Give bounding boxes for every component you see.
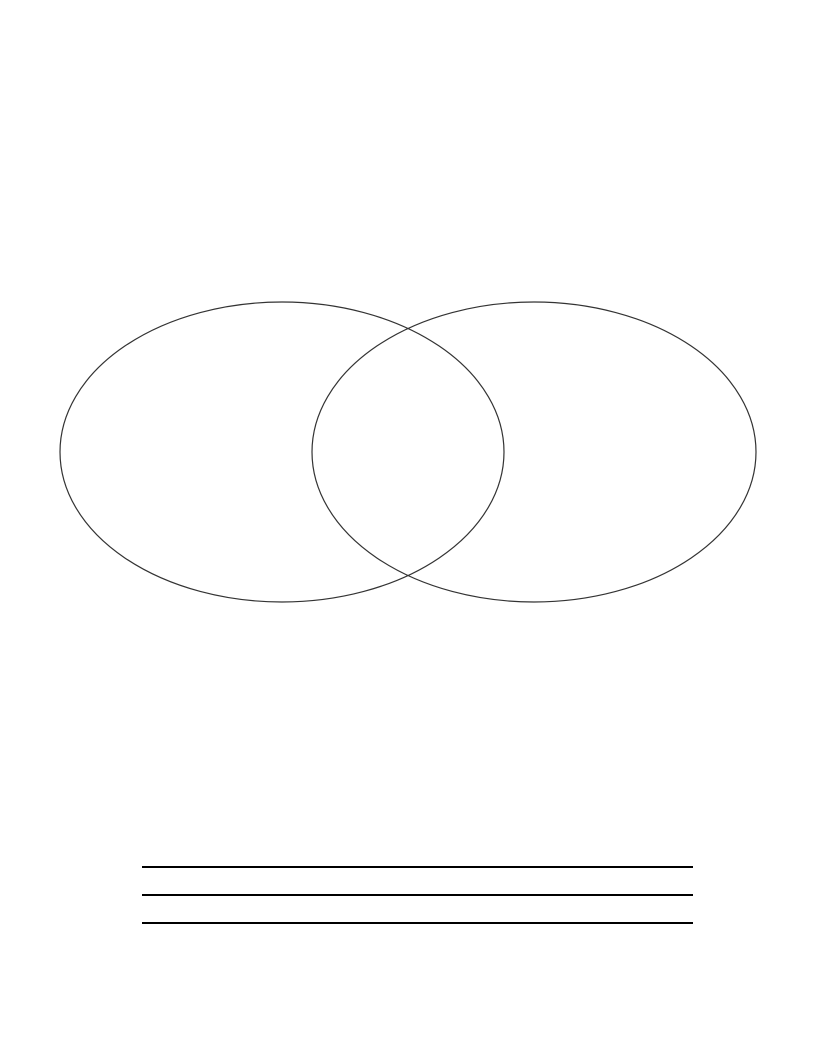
step-1[interactable]: [120, 845, 693, 869]
step-line[interactable]: [142, 894, 693, 896]
venn-left-ellipse[interactable]: [60, 302, 504, 602]
step-line[interactable]: [142, 922, 693, 924]
step-2[interactable]: [120, 873, 693, 897]
step-3[interactable]: [120, 901, 693, 925]
goal-row: [105, 614, 107, 644]
step-line[interactable]: [142, 866, 693, 868]
venn-right-ellipse[interactable]: [312, 302, 756, 602]
